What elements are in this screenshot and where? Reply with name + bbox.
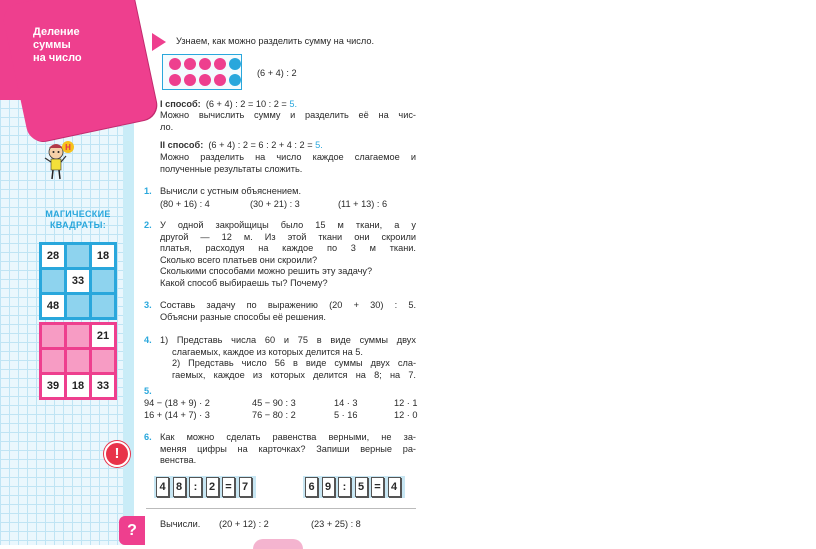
method-1-line: Можно вычислить сумму и разделить её на чис- (160, 110, 416, 120)
task-4-line: слагаемых, каждое из которых делится на 5. (172, 346, 363, 357)
task-3-line: Составь задачу по выражению (20 + 30) : 5. (160, 300, 416, 310)
magic-square-cell: 28 (42, 245, 64, 267)
task-5-expr: 12 · 0 (394, 410, 418, 420)
magic-square-cell: 33 (92, 375, 114, 397)
task-4-text (160, 335, 416, 381)
task-5-expr: 5 · 16 (334, 410, 358, 420)
method-2 (160, 140, 323, 150)
figure-badge: Н (65, 143, 71, 152)
divider (146, 508, 416, 509)
task-1-expr-3: (11 + 13) : 6 (338, 199, 388, 209)
page-footer-tab (253, 539, 303, 549)
task-2-line: Какой способ выбираешь ты? Почему? (160, 277, 328, 288)
task-3-text (160, 300, 416, 323)
dots-illustration (162, 54, 242, 90)
digit-card: 4 (388, 477, 401, 497)
task-2-line: другой — 12 м. Из этой ткани они скроили (160, 231, 416, 242)
method-2-line: полученные результаты сложить. (160, 163, 303, 174)
method-2-answer: 5. (315, 140, 323, 150)
task-6-line: меняя цифры на карточках? Запиши верные ра- (160, 443, 416, 454)
magic-square-cell (67, 350, 89, 372)
bottom-expr-2: (23 + 25) : 8 (311, 519, 361, 529)
magic-square-cell (42, 350, 64, 372)
dot (214, 58, 226, 70)
method-1-line: ло. (160, 121, 174, 132)
magic-square-blue (39, 242, 117, 320)
task-3-number: 3. (144, 300, 152, 310)
magic-square-cell: 48 (42, 295, 64, 317)
digit-card: = (222, 477, 235, 497)
method-2-line: Можно разделить на число каждое слагаемое и (160, 152, 416, 162)
task-4-line: гаемых, каждое из которых делится на 8; на 7. (172, 369, 416, 380)
method-1-label: I способ: (160, 99, 201, 109)
magic-square-cell: 33 (67, 270, 89, 292)
magic-square-cell: 18 (92, 245, 114, 267)
dot (199, 74, 211, 86)
dot (229, 58, 241, 70)
task-5-expr: 12 · 1 (394, 398, 418, 408)
magic-square-cell (42, 270, 64, 292)
bottom-label: Вычисли. (160, 519, 201, 529)
digit-card: 9 (322, 477, 335, 497)
task-1-expr-2: (30 + 21) : 3 (250, 199, 300, 209)
task-4-number: 4. (144, 335, 152, 345)
digit-card: = (371, 477, 384, 497)
task-2-line: платья, расходуя на каждое по 3 м ткани. (160, 243, 416, 254)
method-2-expr: (6 + 4) : 2 = 6 : 2 + 4 : 2 = (208, 140, 316, 150)
dot (229, 74, 241, 86)
task-2-line: Сколькими способами можно решить эту задачу? (160, 266, 373, 277)
digit-card: : (189, 477, 202, 497)
dot (169, 58, 181, 70)
bottom-expr-1: (20 + 12) : 2 (219, 519, 269, 529)
task-6-text (160, 432, 416, 467)
magic-square-pink (39, 322, 117, 400)
task-4-line: 2) Представь число 56 в виде суммы двух сла- (172, 358, 416, 369)
dot (214, 74, 226, 86)
task-3-line: Объясни разные способы её решения. (160, 311, 326, 322)
method-2-label: II способ: (160, 140, 204, 150)
task-5-expr: 14 · 3 (334, 398, 358, 408)
intro-text: Узнаем, как можно разделить сумму на число. (176, 36, 375, 46)
task-5-expr: 94 − (18 + 9) · 2 (144, 398, 210, 408)
topic-title: Деление суммы на число (33, 26, 82, 64)
digit-card: 4 (156, 477, 169, 497)
method-2-text (160, 152, 416, 175)
warning-icon: ! (104, 441, 130, 467)
task-2-number: 2. (144, 220, 152, 230)
task-4-line: 1) Представь числа 60 и 75 в виде суммы двух (160, 335, 416, 345)
magic-square-cell (92, 270, 114, 292)
digit-card: 2 (206, 477, 219, 497)
task-5-expr: 76 − 80 : 2 (252, 410, 296, 420)
method-1 (160, 99, 297, 109)
dot (184, 74, 196, 86)
digit-card: 6 (305, 477, 318, 497)
digit-card: 8 (173, 477, 186, 497)
digit-card: 7 (239, 477, 252, 497)
task-2-text (160, 220, 416, 290)
method-1-expr: (6 + 4) : 2 = 10 : 2 = (205, 99, 290, 109)
magic-square-cell (92, 295, 114, 317)
question-icon: ? (119, 516, 145, 545)
magic-square-cell (67, 245, 89, 267)
task-6-number: 6. (144, 432, 152, 442)
magic-square-cell (67, 295, 89, 317)
magic-squares-title: МАГИЧЕСКИЕ КВАДРАТЫ: (45, 209, 111, 230)
task-2-line: Сколько всего платьев они скроили? (160, 254, 318, 265)
magic-square-cell: 18 (67, 375, 89, 397)
dot (184, 58, 196, 70)
task-6-line: Как можно сделать равенства верными, не за- (160, 432, 416, 442)
magic-square-cell (42, 325, 64, 347)
task-1-number: 1. (144, 186, 152, 196)
task-2-line: У одной закройщицы было 15 м ткани, а у (160, 220, 416, 230)
dots-expression: (6 + 4) : 2 (257, 68, 297, 78)
magic-square-cell: 39 (42, 375, 64, 397)
topic-tab (1, 0, 159, 144)
magic-square-cell (92, 350, 114, 372)
task-5-number: 5. (144, 386, 152, 396)
task-1-expr-1: (80 + 16) : 4 (160, 199, 210, 209)
play-arrow-icon (152, 33, 166, 51)
mascot-figure-icon (42, 140, 74, 182)
dot (169, 74, 181, 86)
magic-square-cell: 21 (92, 325, 114, 347)
digit-card: : (338, 477, 351, 497)
dot (199, 58, 211, 70)
task-5-expr: 16 + (14 + 7) · 3 (144, 410, 210, 420)
task-6-line: венства. (160, 455, 197, 466)
task-5-expr: 45 − 90 : 3 (252, 398, 296, 408)
digit-card: 5 (355, 477, 368, 497)
method-1-text (160, 110, 416, 133)
magic-square-cell (67, 325, 89, 347)
method-1-answer: 5. (289, 99, 298, 109)
task-1-text: Вычисли с устным объяснением. (160, 186, 302, 196)
